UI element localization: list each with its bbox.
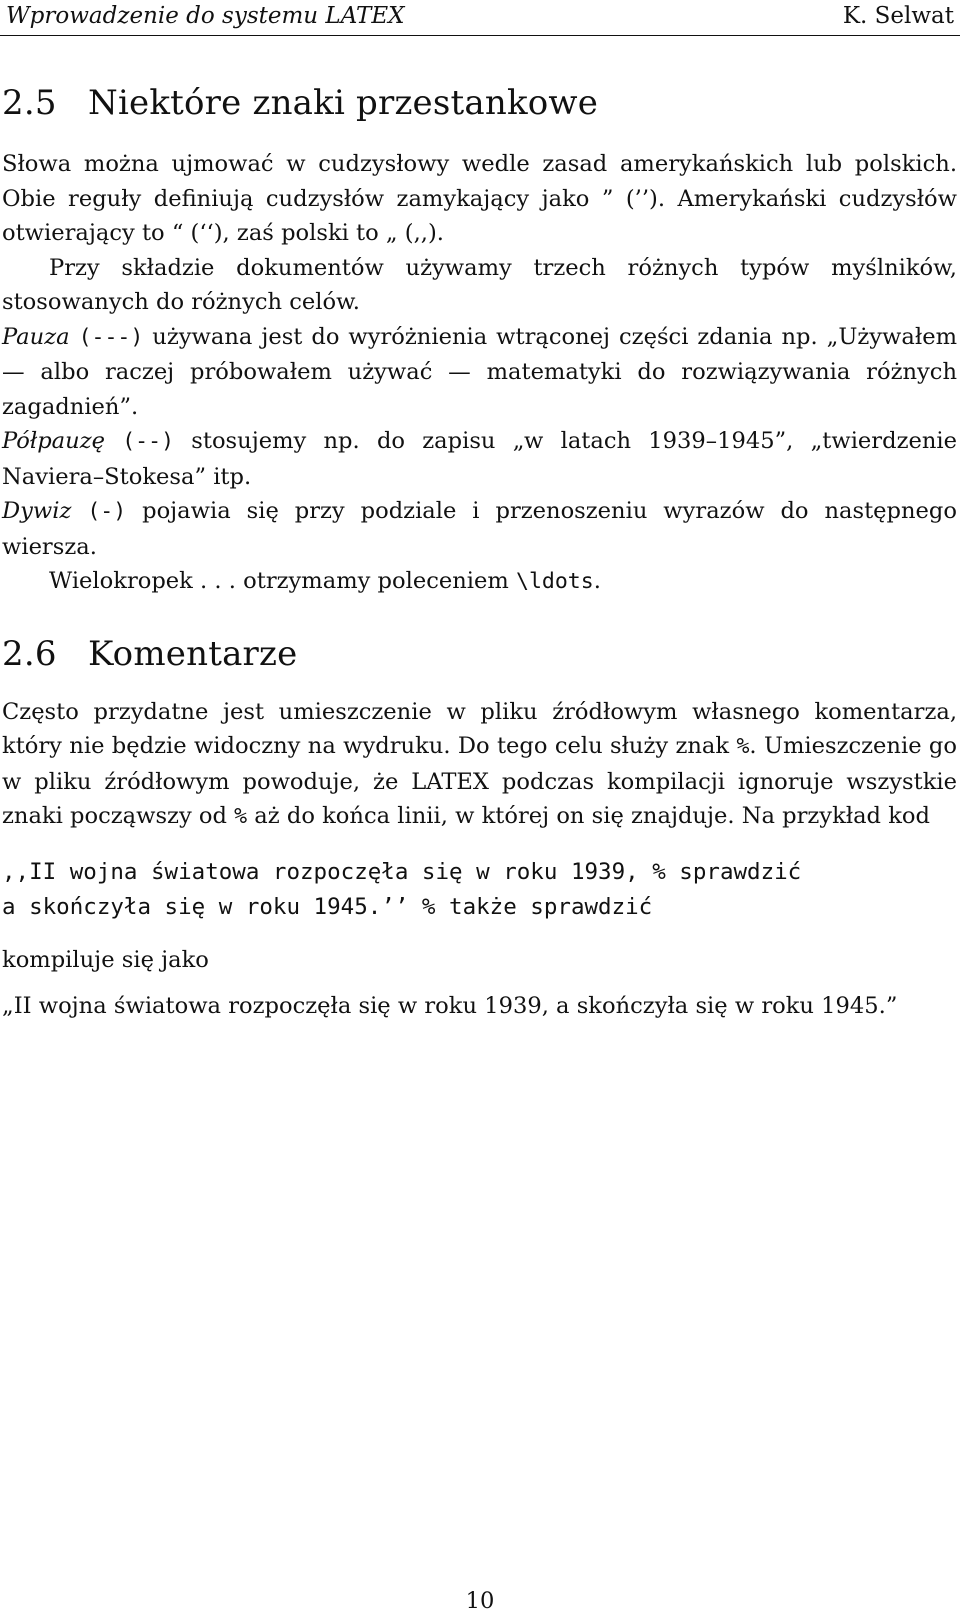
- code-percent: %: [234, 804, 248, 829]
- section-comments: [2, 634, 957, 1024]
- term-pauza: Pauza: [2, 323, 70, 350]
- page-content: [2, 83, 957, 1024]
- section-number: 2.5: [2, 83, 57, 123]
- paragraph-dywiz: [2, 494, 957, 564]
- text-ellipsis: Wielokropek . . . otrzymamy poleceniem: [49, 568, 509, 594]
- code-line: a skończyła się w roku 1945.’’ % także sprawdzić: [2, 893, 653, 920]
- code-percent: %: [736, 734, 750, 759]
- paragraph-pauza: [2, 320, 957, 425]
- text-dywiz: pojawia się przy podziale i przenoszeniu wyrazów do następnego wiersza.: [2, 498, 957, 560]
- paragraph-compiles: kompiluje się jako: [2, 946, 209, 973]
- section-heading: [2, 83, 957, 123]
- paragraph-polpauza: [2, 424, 957, 494]
- code-pauza: (---): [78, 324, 144, 350]
- section-title: Niektóre znaki przestankowe: [88, 83, 599, 123]
- text-comments-b: . Umieszczenie go w pliku źródłowym powoduje, że LATEX podczas kompilacji ignoruje wszystkie znaki począwszy od: [2, 733, 957, 829]
- text-polpauza: stosujemy np. do zapisu „w latach 1939–1945”, „twierdzenie Naviera–Stokesa” itp.: [2, 428, 957, 490]
- text-ellipsis-end: .: [593, 568, 601, 594]
- paragraph-ellipsis: [2, 564, 957, 600]
- text-comments-c: aż do końca linii, w której on się znajduje. Na przykład kod: [254, 803, 930, 829]
- page-number: 10: [465, 1588, 495, 1614]
- compiled-output: „II wojna światowa rozpoczęła się w roku 1939, a skończyła się w roku 1945.”: [2, 993, 898, 1019]
- term-dywiz: Dywiz: [2, 498, 72, 524]
- header-author: K. Selwat: [842, 3, 954, 29]
- term-polpauza: Półpauzę: [2, 428, 105, 454]
- text-comments-a: Często przydatne jest umieszczenie w pliku źródłowym własnego komentarza, który nie będzie widoczny na wydruku. Do tego celu służy znak: [2, 698, 957, 759]
- code-example: [2, 855, 957, 925]
- text-pauza: używana jest do wyróżnienia wtrąconej części zdania np. „Używałem — albo raczej próbowałem używać — matematyki do rozwiązywania różnych zagadnień”.: [2, 323, 957, 420]
- section-punctuation: [2, 83, 957, 600]
- running-header: [0, 0, 960, 38]
- section-title: Komentarze: [88, 633, 298, 674]
- code-line: ,,II wojna światowa rozpoczęła się w roku 1939, % sprawdzić: [2, 858, 802, 885]
- paragraph-dashes-intro: Przy składzie dokumentów używamy trzech różnych typów myślników, stosowanych do różnych celów.: [2, 254, 957, 315]
- header-title: Wprowadzenie do systemu LATEX: [6, 3, 405, 29]
- paragraph-comments: [2, 695, 957, 835]
- header-rule: [0, 35, 960, 36]
- section-number: 2.6: [2, 633, 57, 674]
- code-polpauza: (--): [122, 429, 175, 454]
- code-ldots: \ldots: [516, 569, 594, 594]
- paragraph-quotes: Słowa można ujmować w cudzysłowy wedle zasad amerykańskich lub polskich. Obie reguły definiują cudzysłów zamykający jako ” (’’). Amerykański cudzysłów otwierający to “ (‘‘), zaś polski to „ (,,).: [2, 151, 957, 246]
- section-heading: [2, 634, 957, 674]
- code-dywiz: (-): [87, 499, 127, 524]
